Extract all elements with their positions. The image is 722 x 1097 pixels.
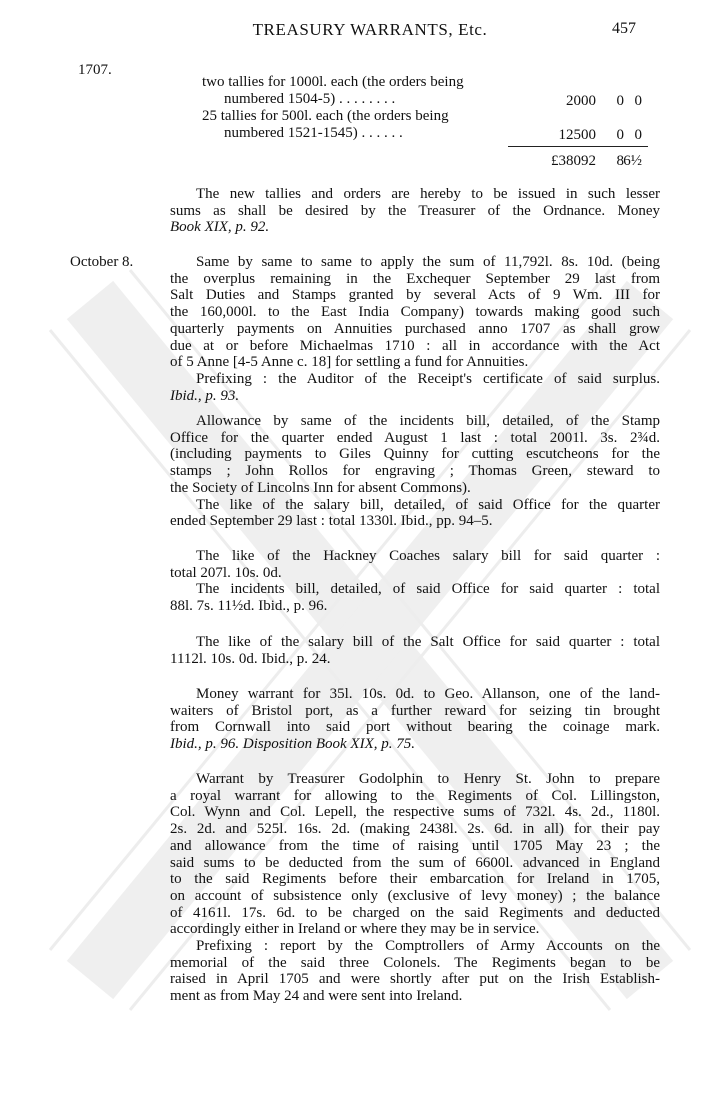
text-line: 88l. 7s. 11½d. Ibid., p. 96. bbox=[170, 598, 328, 615]
text-line: said sums to be deducted from the sum of 6600l. advanced in England bbox=[170, 854, 660, 871]
text-line: The like of the Hackney Coaches salary bill for said quarter : bbox=[196, 548, 660, 564]
paragraph-money-warrant bbox=[170, 686, 660, 753]
text-line: due at or before Michaelmas 1710 : all in accordance with the Act bbox=[170, 337, 660, 354]
amount-pence: 0 bbox=[634, 93, 642, 109]
text-line: of 5 Anne [4-5 Anne c. 18] for settling a fund for Annuities. bbox=[170, 354, 529, 371]
amount-shillings: 0 bbox=[616, 127, 624, 143]
text-line: Same by same to same to apply the sum of 11,792l. 8s. 10d. (being bbox=[196, 254, 660, 270]
text-line: raised in April 1705 and were shortly after put on the Irish Establish- bbox=[170, 971, 660, 988]
total-rule bbox=[508, 146, 648, 147]
text-line: Prefixing : report by the Comptrollers of Army Accounts on the bbox=[196, 938, 660, 955]
text-line: on account of subsistence only (exclusive of levy money) ; the balance bbox=[170, 887, 660, 904]
page-header-title: TREASURY WARRANTS, Etc. bbox=[252, 20, 488, 39]
tally-description-cont: numbered 1504-5) . . . . . . . . bbox=[224, 91, 396, 107]
amount-pounds: 12500 bbox=[558, 127, 596, 143]
text-line: and allowance from the time of raising until 1705 May 23 ; the bbox=[170, 837, 660, 854]
text-line: Prefixing : the Auditor of the Receipt's certificate of said surplus. bbox=[196, 370, 660, 387]
text-line: The new tallies and orders are hereby to be issued in such lesser bbox=[196, 186, 660, 202]
text-line: the 160,000l. to the East India Company) towards making good such bbox=[170, 304, 660, 321]
tally-description-cont: numbered 1521-1545) . . . . . . bbox=[224, 125, 403, 141]
text-line: Salt Duties and Stamps granted by several Acts of 9 Wm. III for bbox=[170, 287, 660, 304]
paragraph-hackney-coaches bbox=[170, 548, 660, 615]
text-line: sums as shall be desired by the Treasurer of the Ordnance. Money bbox=[170, 202, 660, 219]
text-line: ment as from May 24 and were sent into Ireland. bbox=[170, 988, 463, 1005]
text-line: a royal warrant for allowing to the Regiments of Col. Lillingston, bbox=[170, 787, 660, 804]
text-line: accordingly either in Ireland or where they may be in service. bbox=[170, 921, 540, 938]
text-line: of 4161l. 17s. 6d. to be charged on the said Regiments and deducted bbox=[170, 904, 660, 921]
text-line: The incidents bill, detailed, of said Office for said quarter : total bbox=[196, 581, 660, 598]
date-october-8: October 8. bbox=[70, 254, 134, 270]
paragraph-ordnance bbox=[170, 186, 660, 236]
total-pounds: £38092 bbox=[551, 153, 596, 169]
year-label: 1707. bbox=[78, 62, 112, 78]
text-line: stamps ; John Rollos for engraving ; Thomas Green, steward to bbox=[170, 463, 660, 480]
paragraph-annuities bbox=[170, 254, 660, 404]
text-line: the overplus remaining in the Exchequer September 29 last from bbox=[170, 270, 660, 287]
tally-description: two tallies for 1000l. each (the orders being bbox=[202, 74, 464, 90]
text-line: (including payments to Giles Quinny for cutting escutcheons for the bbox=[170, 446, 660, 463]
text-line: ended September 29 last : total 1330l. Ibid., pp. 94–5. bbox=[170, 513, 493, 530]
total-pence: 6½ bbox=[623, 153, 642, 169]
text-line: 1112l. 10s. 0d. Ibid., p. 24. bbox=[170, 650, 331, 667]
text-line: the Society of Lincolns Inn for absent Commons). bbox=[170, 479, 471, 496]
paragraph-stamp-office bbox=[170, 413, 660, 530]
page-number: 457 bbox=[612, 20, 636, 37]
text-line: Money warrant for 35l. 10s. 0d. to Geo. Allanson, one of the land- bbox=[196, 686, 660, 702]
text-line: The like of the salary bill, detailed, of said Office for the quarter bbox=[196, 496, 660, 513]
text-line: Ibid., p. 93. bbox=[170, 387, 240, 404]
text-line: from Cornwall into said port without bearing the coinage mark. bbox=[170, 719, 660, 736]
amount-pence: 0 bbox=[634, 127, 642, 143]
text-line: waiters of Bristol port, as a further reward for seizing tin brought bbox=[170, 702, 660, 719]
text-line: 2s. 2d. and 525l. 16s. 2d. (making 2438l. 2s. 6d. in all) for their pay bbox=[170, 821, 660, 838]
text-line: Warrant by Treasurer Godolphin to Henry St. John to prepare bbox=[196, 771, 660, 787]
text-line: Book XIX, p. 92. bbox=[170, 219, 270, 236]
text-line: Office for the quarter ended August 1 last : total 2001l. 3s. 2¾d. bbox=[170, 429, 660, 446]
total-shillings: 8 bbox=[616, 153, 624, 169]
text-line: Allowance by same of the incidents bill, detailed, of the Stamp bbox=[196, 413, 660, 429]
text-line: Ibid., p. 96. Disposition Book XIX, p. 75. bbox=[170, 736, 415, 753]
text-line: Col. Wynn and Col. Lepell, the respective sums of 732l. 4s. 2d., 1180l. bbox=[170, 804, 660, 821]
tally-description: 25 tallies for 500l. each (the orders being bbox=[202, 108, 449, 124]
amount-pounds: 2000 bbox=[566, 93, 596, 109]
text-line: quarterly payments on Annuities purchased anno 1707 as shall grow bbox=[170, 320, 660, 337]
amount-shillings: 0 bbox=[616, 93, 624, 109]
text-line: memorial of the said three Colonels. The Regiments began to be bbox=[170, 954, 660, 971]
paragraph-regiments-warrant bbox=[170, 771, 660, 1005]
text-line: The like of the salary bill of the Salt Office for said quarter : total bbox=[196, 634, 660, 650]
text-line: to the said Regiments before their embarcation for Ireland in 1705, bbox=[170, 871, 660, 888]
text-line: total 207l. 10s. 0d. bbox=[170, 564, 282, 581]
paragraph-salt-office bbox=[170, 634, 660, 667]
